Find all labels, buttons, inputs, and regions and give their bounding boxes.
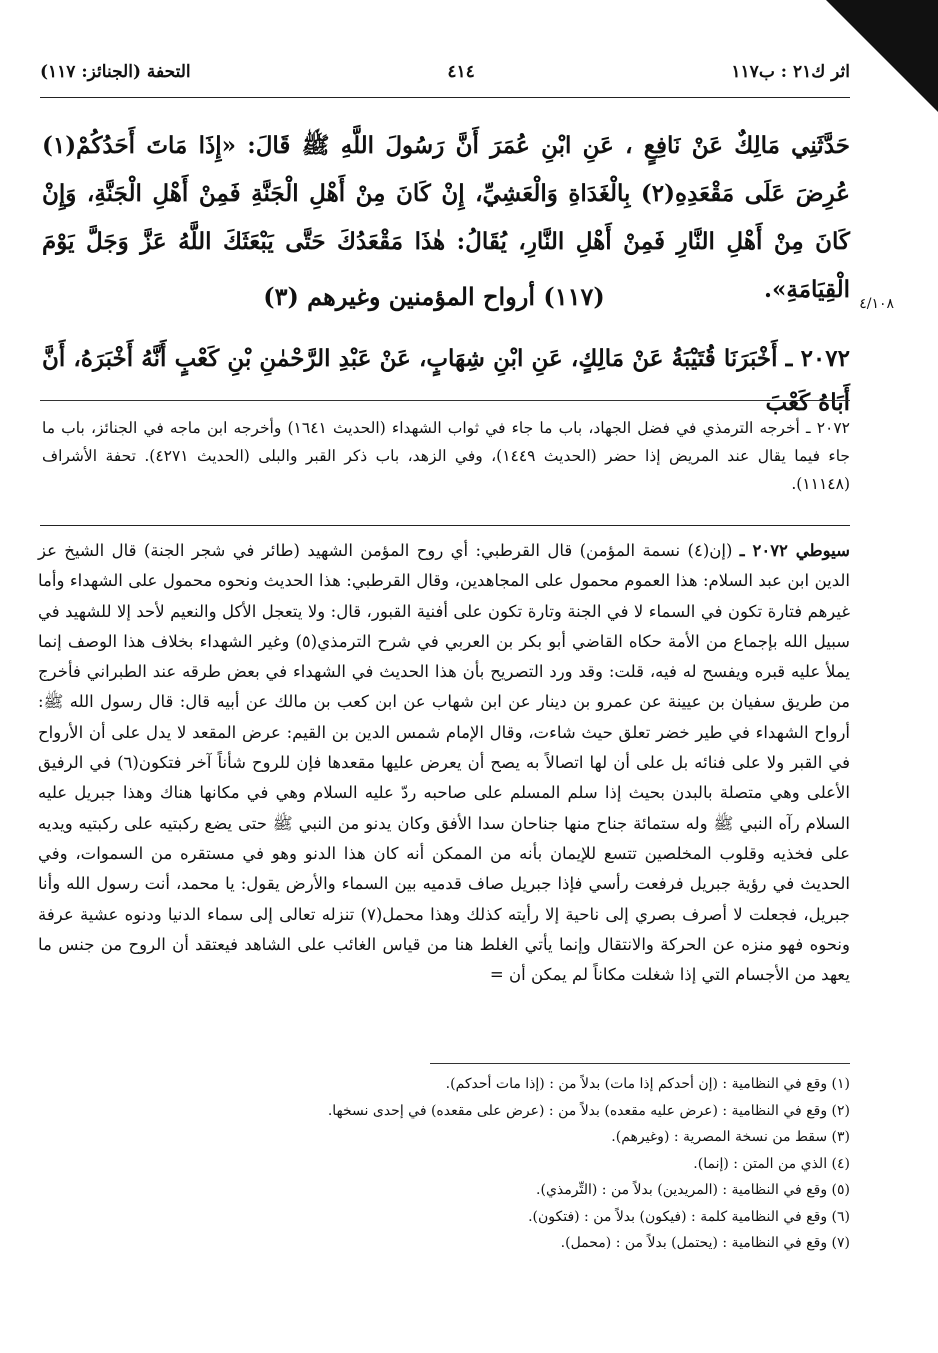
commentary-lead: سيوطي ٢٠٧٢ ـ <box>739 541 850 560</box>
footnote-item: (١) وقع في النظامية : (إن أحدكم إذا مات) بدلاً من : (إذا مات أحدكم). <box>445 1076 850 1092</box>
margin-reference: ٤/١٠٨ <box>859 296 894 312</box>
footnote-item: (٦) وقع في النظامية كلمة : (فيكون) بدلاً من : (فتكون). <box>528 1208 850 1225</box>
footnote-item: (٤) الذي من المتن : (إنما). <box>693 1155 850 1172</box>
footnotes-divider <box>430 1063 850 1064</box>
hadith-2072-text: ٢٠٧٢ ـ أَخْبَرَنَا قُتَيْبَةُ عَنْ مَالِكٍ، عَنِ ابْنِ شِهَابٍ، عَنْ عَبْدِ الرَّحْمٰنِ بْنِ كَعْبٍ أَنَّهُ أَخْبَرَهُ، أَنَّ أَبَاهُ كَعْبَ <box>42 345 850 416</box>
header-divider <box>40 97 850 98</box>
hadith-matn: حَدَّثَنِي مَالِكٌ عَنْ نَافِعٍ ، عَنِ ابْنِ عُمَرَ أَنَّ رَسُولَ اللَّهِ ﷺ قَالَ: «إِذَا مَاتَ أَحَدُكُمْ(١) عُرِضَ عَلَى مَقْعَدِهِ(٢) بِالْغَدَاةِ وَالْعَشِيِّ، إِنْ كَانَ مِنْ أَهْلِ الْجَنَّةِ فَمِنْ أَهْلِ الْجَنَّةِ، وَإِنْ كَانَ مِنْ أَهْلِ النَّارِ فَمِنْ أَهْلِ النَّارِ، يُقَالُ: هٰذَا مَقْعَدُكَ حَتَّى يَبْعَثَكَ اللَّهُ عَزَّ وَجَلَّ يَوْمَ الْقِيَامَةِ». <box>42 132 850 303</box>
header-book-ref: التحفة (الجنائز: ١١٧) <box>40 62 191 82</box>
commentary-body: (إن(٤) نسمة المؤمن) قال القرطبي: أي روح المؤمن الشهيد (طائر في شجر الجنة) قال الشيخ عز الدين ابن عبد السلام: هذا العموم محمول على المجاهدين، وقال القرطبي: هذا الحديث ونحوه محمول على الشهداء وأما غيرهم فتارة تكون في السماء لا في الجنة وتارة تكون على أفنية القبور، قال: ولا يتعجل الأكل والنعيم لأحد إلا للشهيد في سبيل الله بإجماع من الأمة حكاه القاضي أبو بكر بن العربي في شرح الترمذي(٥) وغير الشهداء بخلاف هذا الوصف إنما يملأ عليه قبره ويفسح له فيه، قلت: وقد ورد التصريح بأن هذا الحديث في الشهداء في بعض طرقه عند الطبراني فأخرج من طريق سفيان بن عيينة عن عمرو بن دينار عن ابن شهاب عن ابن كعب بن مالك عن أبيه قال: قال رسول الله ﷺ: أرواح الشهداء في طير خضر تعلق حيث شاءت، وقال الإمام شمس الدين بن القيم: عرض المقعد لا يدل على أن الأرواح في القبر ولا على فنائه بل على أن لها اتصالاً به يصح أن يعرض عليها مقعدها فإن للروح شأناً آخر فتكون(٦) في الرفيق الأعلى وهي متصلة بالبدن بحيث إذا سلم المسلم على صاحبه ردّ عليه السلام وهي في مكانها هناك وهذا جبريل عليه السلام رآه النبي ﷺ وله ستمائة جناح منها جناحان سدا الأفق وكان يدنو من النبي ﷺ حتى يضع ركبتيه على ركبتيه ويديه على فخذيه وقلوب المخلصين تتسع للإيمان بأنه من الممكن أنه كان هذا الدنو وهو في مستقره من السموات، وفي الحديث في رؤية جبريل فرفعت رأسي فإذا جبريل صاف قدميه بين السماء والأرض يقول: يا محمد، أنت رسول الله وأنا جبريل، فجعلت لا أصرف بصري إلى ناحية إلا رأيته كذلك وهذا محمل(٧) تنزله تعالى إلى سماء الدنيا ودنوه عشية عرفة ونحوه فهو منزه عن الحركة والانتقال وإنما يأتي الغلط هنا من قياس الغائب على الشاهد فيعتقد أن الروح من جنس ما يعهد من الأجسام التي إذا شغلت مكاناً لم يمكن أن = <box>38 541 851 985</box>
page-number: ٤١٤ <box>447 62 475 82</box>
chapter-title: (١١٧) أرواح المؤمنين وغيرهم (٣) <box>263 282 605 311</box>
page-corner-mark <box>826 0 938 112</box>
takhrij-note: ٢٠٧٢ ـ أخرجه الترمذي في فضل الجهاد، باب ما جاء في ثواب الشهداء (الحديث ١٦٤١) وأخرجه ابن ماجه في الجنائز، باب ما جاء فيما يقال عند المريض إذا حضر (الحديث ١٤٤٩)، وفي الزهد، باب ذكر القبر والبلى (الحديث ٤٢٧١). تحفة الأشراف (١١١٤٨). <box>42 419 851 493</box>
running-header <box>40 58 850 86</box>
footnote-item: (٣) سقط من نسخة المصرية : (وغيرهم). <box>611 1129 850 1145</box>
footnotes-list <box>300 1071 850 1257</box>
header-chapter-ref: اثر ك٢١ : ب١١٧ <box>731 62 850 82</box>
suyuti-commentary <box>38 536 850 990</box>
footnote-item: (٥) وقع في النظامية : (المريدين) بدلاً من : (التِّرمذي). <box>536 1182 850 1198</box>
commentary-divider <box>40 525 850 526</box>
footnote-item: (٧) وقع في النظامية : (يحتمل) بدلاً من : (محمل). <box>560 1235 850 1251</box>
footnote-item: (٢) وقع في النظامية : (عرض عليه مقعده) بدلاً من : (عرض على مقعده) في إحدى نسخها. <box>327 1102 850 1119</box>
takhrij-divider <box>40 400 850 401</box>
